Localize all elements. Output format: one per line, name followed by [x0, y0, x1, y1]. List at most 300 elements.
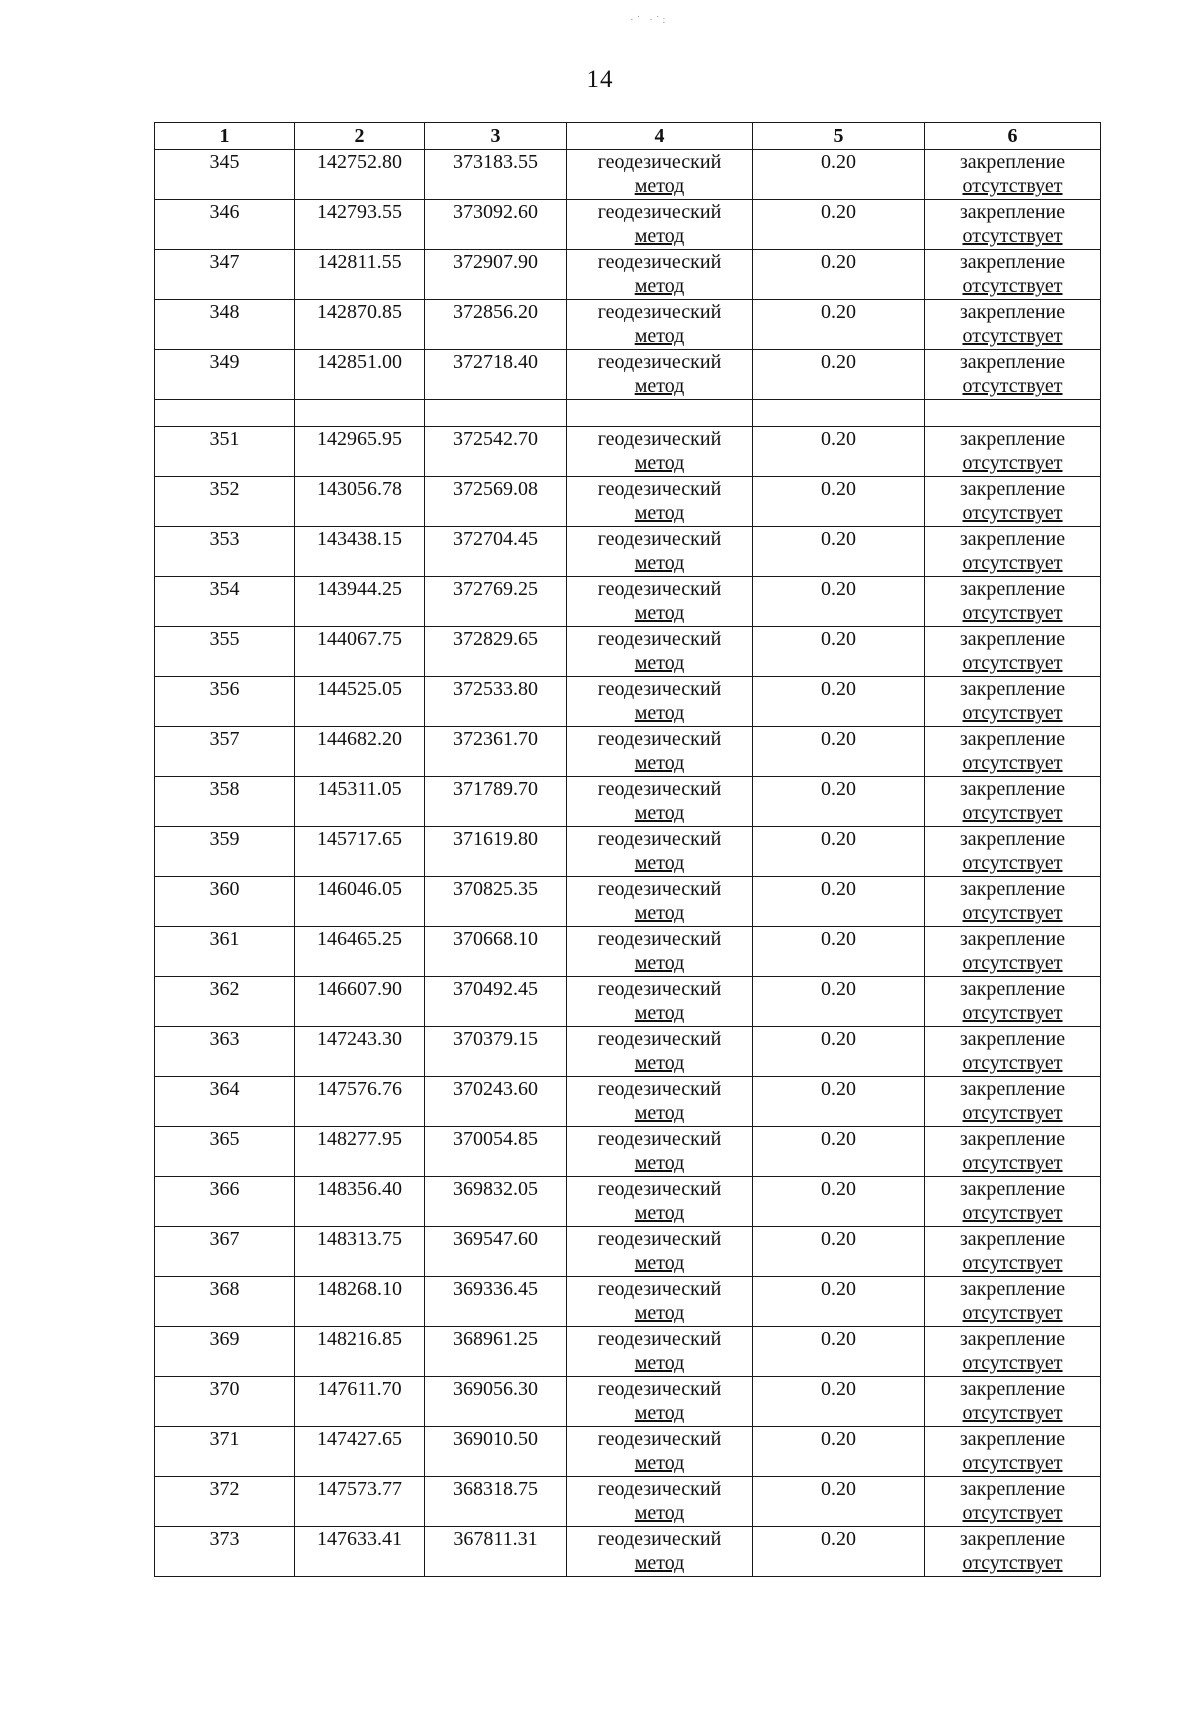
column-header: 5	[753, 123, 925, 150]
accuracy-cell: 0.20	[753, 350, 925, 400]
coordinate-x-cell: 143944.25	[295, 577, 425, 627]
accuracy-cell: 0.20	[753, 527, 925, 577]
method-cell	[567, 577, 753, 627]
fixing-cell	[925, 150, 1101, 200]
fixing-text-line2: отсутствует	[962, 275, 1063, 297]
coordinate-x-cell: 142793.55	[295, 200, 425, 250]
method-text-line1: геодезический	[597, 628, 722, 650]
method-cell	[567, 927, 753, 977]
point-number-cell: 373	[155, 1527, 295, 1577]
method-cell	[567, 1327, 753, 1377]
table-row	[155, 150, 1101, 200]
fixing-cell	[925, 427, 1101, 477]
method-text-line1: геодезический	[597, 1378, 722, 1400]
method-text-line2: метод	[634, 1252, 685, 1274]
method-text-line2: метод	[634, 275, 685, 297]
accuracy-cell: 0.20	[753, 577, 925, 627]
table-row	[155, 727, 1101, 777]
method-text-line2: метод	[634, 1102, 685, 1124]
fixing-text-line2: отсутствует	[962, 1402, 1063, 1424]
coordinate-y-cell: 370825.35	[425, 877, 567, 927]
fixing-text-line1: закрепление	[959, 728, 1066, 750]
method-cell	[567, 527, 753, 577]
method-text-line2: метод	[634, 1452, 685, 1474]
fixing-text-line2: отсутствует	[962, 702, 1063, 724]
accuracy-cell: 0.20	[753, 677, 925, 727]
coordinate-x-cell: 145717.65	[295, 827, 425, 877]
method-text-line2: метод	[634, 325, 685, 347]
accuracy-cell: 0.20	[753, 427, 925, 477]
fixing-text-line2: отсутствует	[962, 852, 1063, 874]
fixing-text-line1: закрепление	[959, 151, 1066, 173]
method-text-line1: геодезический	[597, 528, 722, 550]
table-row	[155, 400, 1101, 427]
method-cell	[567, 1427, 753, 1477]
method-cell	[567, 300, 753, 350]
accuracy-cell: 0.20	[753, 300, 925, 350]
method-text-line2: метод	[634, 1152, 685, 1174]
coordinate-x-cell: 142752.80	[295, 150, 425, 200]
method-cell	[567, 677, 753, 727]
fixing-text-line2: отсутствует	[962, 952, 1063, 974]
method-text-line1: геодезический	[597, 1528, 722, 1550]
column-header: 6	[925, 123, 1101, 150]
point-number-cell: 372	[155, 1477, 295, 1527]
coordinate-x-cell: 147243.30	[295, 1027, 425, 1077]
coordinate-x-cell: 148216.85	[295, 1327, 425, 1377]
fixing-text-line1: закрепление	[959, 928, 1066, 950]
point-number-cell: 351	[155, 427, 295, 477]
fixing-cell	[925, 827, 1101, 877]
fixing-text-line1: закрепление	[959, 1078, 1066, 1100]
fixing-text-line1: закрепление	[959, 778, 1066, 800]
fixing-text-line2: отсутствует	[962, 1452, 1063, 1474]
coordinate-x-cell: 145311.05	[295, 777, 425, 827]
coordinate-y-cell: 373183.55	[425, 150, 567, 200]
fixing-text-line1: закрепление	[959, 301, 1066, 323]
point-number-cell: 361	[155, 927, 295, 977]
coordinate-x-cell: 148356.40	[295, 1177, 425, 1227]
table-row	[155, 427, 1101, 477]
table-row	[155, 927, 1101, 977]
table-row	[155, 527, 1101, 577]
fixing-cell	[925, 777, 1101, 827]
accuracy-cell: 0.20	[753, 1227, 925, 1277]
coordinate-y-cell: 372533.80	[425, 677, 567, 727]
fixing-text-line2: отсутствует	[962, 225, 1063, 247]
method-text-line2: метод	[634, 602, 685, 624]
fixing-text-line1: закрепление	[959, 878, 1066, 900]
coordinate-x-cell: 147427.65	[295, 1427, 425, 1477]
point-number-cell: 356	[155, 677, 295, 727]
coordinate-x-cell: 147576.76	[295, 1077, 425, 1127]
method-cell	[567, 1227, 753, 1277]
method-text-line1: геодезический	[597, 478, 722, 500]
table-row	[155, 827, 1101, 877]
fixing-cell	[925, 977, 1101, 1027]
table-row	[155, 1177, 1101, 1227]
fixing-text-line1: закрепление	[959, 1328, 1066, 1350]
table-row	[155, 477, 1101, 527]
fixing-text-line1: закрепление	[959, 1478, 1066, 1500]
fixing-text-line2: отсутствует	[962, 175, 1063, 197]
coordinate-y-cell: 369336.45	[425, 1277, 567, 1327]
method-text-line1: геодезический	[597, 201, 722, 223]
method-cell	[567, 400, 753, 427]
fixing-cell	[925, 1027, 1101, 1077]
point-number-cell: 371	[155, 1427, 295, 1477]
fixing-text-line2: отсутствует	[962, 1302, 1063, 1324]
coordinate-y-cell: 372769.25	[425, 577, 567, 627]
method-text-line1: геодезический	[597, 1028, 722, 1050]
accuracy-cell	[753, 400, 925, 427]
coordinate-y-cell: 367811.31	[425, 1527, 567, 1577]
table-row	[155, 1277, 1101, 1327]
method-text-line2: метод	[634, 375, 685, 397]
accuracy-cell: 0.20	[753, 1077, 925, 1127]
table-body	[155, 150, 1101, 1577]
method-cell	[567, 1527, 753, 1577]
fixing-cell	[925, 1477, 1101, 1527]
method-text-line1: геодезический	[597, 878, 722, 900]
fixing-text-line2: отсутствует	[962, 802, 1063, 824]
method-cell	[567, 150, 753, 200]
method-text-line1: геодезический	[597, 828, 722, 850]
accuracy-cell: 0.20	[753, 250, 925, 300]
table-row	[155, 627, 1101, 677]
accuracy-cell: 0.20	[753, 1477, 925, 1527]
method-text-line1: геодезический	[597, 778, 722, 800]
accuracy-cell: 0.20	[753, 1177, 925, 1227]
accuracy-cell: 0.20	[753, 1527, 925, 1577]
point-number-cell: 366	[155, 1177, 295, 1227]
fixing-text-line2: отсутствует	[962, 1202, 1063, 1224]
fixing-text-line1: закрепление	[959, 1178, 1066, 1200]
method-text-line1: геодезический	[597, 1328, 722, 1350]
method-cell	[567, 200, 753, 250]
coordinate-x-cell: 147611.70	[295, 1377, 425, 1427]
coordinate-y-cell: 372829.65	[425, 627, 567, 677]
accuracy-cell: 0.20	[753, 1427, 925, 1477]
fixing-cell	[925, 200, 1101, 250]
scan-noise: ·˙ ·˙:	[630, 14, 669, 26]
method-text-line2: метод	[634, 1002, 685, 1024]
point-number-cell: 368	[155, 1277, 295, 1327]
coordinate-y-cell: 370379.15	[425, 1027, 567, 1077]
point-number-cell: 360	[155, 877, 295, 927]
accuracy-cell: 0.20	[753, 827, 925, 877]
fixing-cell	[925, 350, 1101, 400]
point-number-cell: 359	[155, 827, 295, 877]
method-text-line2: метод	[634, 652, 685, 674]
fixing-text-line1: закрепление	[959, 1128, 1066, 1150]
table-row	[155, 777, 1101, 827]
coordinate-y-cell: 369832.05	[425, 1177, 567, 1227]
coordinate-y-cell: 372856.20	[425, 300, 567, 350]
table-row	[155, 1327, 1101, 1377]
fixing-text-line2: отсутствует	[962, 1552, 1063, 1574]
method-cell	[567, 1277, 753, 1327]
method-text-line2: метод	[634, 1302, 685, 1324]
method-cell	[567, 1077, 753, 1127]
table-row	[155, 877, 1101, 927]
coordinate-y-cell: 370492.45	[425, 977, 567, 1027]
method-cell	[567, 250, 753, 300]
point-number-cell: 357	[155, 727, 295, 777]
fixing-text-line2: отсутствует	[962, 652, 1063, 674]
point-number-cell: 364	[155, 1077, 295, 1127]
method-cell	[567, 977, 753, 1027]
fixing-cell	[925, 577, 1101, 627]
table-row	[155, 1027, 1101, 1077]
point-number-cell	[155, 400, 295, 427]
coordinate-y-cell: 372361.70	[425, 727, 567, 777]
coordinate-y-cell: 372542.70	[425, 427, 567, 477]
coordinate-y-cell: 368318.75	[425, 1477, 567, 1527]
method-text-line1: геодезический	[597, 728, 722, 750]
method-text-line2: метод	[634, 752, 685, 774]
fixing-cell	[925, 250, 1101, 300]
coordinate-x-cell: 147633.41	[295, 1527, 425, 1577]
method-cell	[567, 350, 753, 400]
fixing-text-line2: отсутствует	[962, 452, 1063, 474]
method-cell	[567, 827, 753, 877]
method-cell	[567, 727, 753, 777]
table-row	[155, 1477, 1101, 1527]
point-number-cell: 365	[155, 1127, 295, 1177]
accuracy-cell: 0.20	[753, 1127, 925, 1177]
fixing-text-line2: отсутствует	[962, 602, 1063, 624]
method-text-line2: метод	[634, 1552, 685, 1574]
table-row	[155, 1377, 1101, 1427]
method-text-line2: метод	[634, 502, 685, 524]
fixing-text-line2: отсутствует	[962, 375, 1063, 397]
coordinate-x-cell	[295, 400, 425, 427]
method-text-line1: геодезический	[597, 301, 722, 323]
fixing-cell	[925, 400, 1101, 427]
fixing-text-line2: отсутствует	[962, 1052, 1063, 1074]
table-row	[155, 300, 1101, 350]
method-text-line2: метод	[634, 902, 685, 924]
accuracy-cell: 0.20	[753, 1277, 925, 1327]
fixing-text-line2: отсутствует	[962, 1352, 1063, 1374]
table-header-row	[155, 123, 1101, 150]
fixing-text-line2: отсутствует	[962, 1102, 1063, 1124]
coordinate-y-cell: 371619.80	[425, 827, 567, 877]
point-number-cell: 349	[155, 350, 295, 400]
accuracy-cell: 0.20	[753, 1377, 925, 1427]
method-text-line2: метод	[634, 452, 685, 474]
accuracy-cell: 0.20	[753, 777, 925, 827]
coordinate-y-cell: 372718.40	[425, 350, 567, 400]
accuracy-cell: 0.20	[753, 200, 925, 250]
point-number-cell: 345	[155, 150, 295, 200]
coordinate-x-cell: 148277.95	[295, 1127, 425, 1177]
method-text-line1: геодезический	[597, 578, 722, 600]
table-row	[155, 350, 1101, 400]
coordinate-x-cell: 146046.05	[295, 877, 425, 927]
table-row	[155, 1227, 1101, 1277]
column-header: 3	[425, 123, 567, 150]
coordinate-y-cell: 372569.08	[425, 477, 567, 527]
accuracy-cell: 0.20	[753, 477, 925, 527]
point-number-cell: 354	[155, 577, 295, 627]
method-text-line2: метод	[634, 175, 685, 197]
table-row	[155, 1127, 1101, 1177]
fixing-text-line2: отсутствует	[962, 752, 1063, 774]
table-row	[155, 1427, 1101, 1477]
method-text-line2: метод	[634, 1502, 685, 1524]
method-text-line2: метод	[634, 1052, 685, 1074]
method-text-line1: геодезический	[597, 928, 722, 950]
table-row	[155, 1077, 1101, 1127]
fixing-text-line1: закрепление	[959, 1528, 1066, 1550]
method-text-line1: геодезический	[597, 251, 722, 273]
coordinate-y-cell: 372704.45	[425, 527, 567, 577]
coordinate-y-cell: 370054.85	[425, 1127, 567, 1177]
fixing-text-line2: отсутствует	[962, 325, 1063, 347]
method-text-line1: геодезический	[597, 1178, 722, 1200]
fixing-cell	[925, 1227, 1101, 1277]
fixing-text-line1: закрепление	[959, 528, 1066, 550]
coordinate-x-cell: 143438.15	[295, 527, 425, 577]
method-text-line1: геодезический	[597, 151, 722, 173]
fixing-cell	[925, 627, 1101, 677]
method-text-line1: геодезический	[597, 1128, 722, 1150]
method-text-line2: метод	[634, 552, 685, 574]
point-number-cell: 358	[155, 777, 295, 827]
point-number-cell: 369	[155, 1327, 295, 1377]
method-text-line2: метод	[634, 952, 685, 974]
fixing-text-line1: закрепление	[959, 1278, 1066, 1300]
method-cell	[567, 1377, 753, 1427]
fixing-cell	[925, 1427, 1101, 1477]
fixing-cell	[925, 1077, 1101, 1127]
accuracy-cell: 0.20	[753, 927, 925, 977]
fixing-text-line1: закрепление	[959, 478, 1066, 500]
fixing-cell	[925, 1127, 1101, 1177]
table-row	[155, 577, 1101, 627]
coordinate-x-cell: 146607.90	[295, 977, 425, 1027]
coordinate-x-cell: 142965.95	[295, 427, 425, 477]
coordinate-x-cell: 148268.10	[295, 1277, 425, 1327]
method-cell	[567, 627, 753, 677]
table-row	[155, 1527, 1101, 1577]
method-cell	[567, 477, 753, 527]
method-cell	[567, 877, 753, 927]
method-cell	[567, 1027, 753, 1077]
method-text-line2: метод	[634, 1352, 685, 1374]
table-row	[155, 200, 1101, 250]
point-number-cell: 348	[155, 300, 295, 350]
fixing-cell	[925, 877, 1101, 927]
fixing-cell	[925, 1177, 1101, 1227]
coordinates-table	[154, 122, 1101, 1577]
coordinate-x-cell: 142870.85	[295, 300, 425, 350]
column-header: 1	[155, 123, 295, 150]
method-text-line1: геодезический	[597, 351, 722, 373]
fixing-text-line2: отсутствует	[962, 502, 1063, 524]
point-number-cell: 347	[155, 250, 295, 300]
fixing-text-line1: закрепление	[959, 978, 1066, 1000]
coordinate-x-cell: 142851.00	[295, 350, 425, 400]
accuracy-cell: 0.20	[753, 727, 925, 777]
column-header: 4	[567, 123, 753, 150]
method-text-line1: геодезический	[597, 1228, 722, 1250]
coordinate-y-cell: 369056.30	[425, 1377, 567, 1427]
method-text-line1: геодезический	[597, 978, 722, 1000]
method-text-line2: метод	[634, 852, 685, 874]
fixing-cell	[925, 1527, 1101, 1577]
method-text-line1: геодезический	[597, 1478, 722, 1500]
fixing-text-line2: отсутствует	[962, 1152, 1063, 1174]
table-row	[155, 250, 1101, 300]
point-number-cell: 352	[155, 477, 295, 527]
coordinate-x-cell: 146465.25	[295, 927, 425, 977]
coordinate-y-cell: 370668.10	[425, 927, 567, 977]
fixing-cell	[925, 677, 1101, 727]
method-cell	[567, 427, 753, 477]
fixing-text-line1: закрепление	[959, 201, 1066, 223]
accuracy-cell: 0.20	[753, 977, 925, 1027]
method-text-line1: геодезический	[597, 1278, 722, 1300]
fixing-cell	[925, 1327, 1101, 1377]
fixing-text-line2: отсутствует	[962, 1502, 1063, 1524]
column-header: 2	[295, 123, 425, 150]
point-number-cell: 367	[155, 1227, 295, 1277]
method-text-line1: геодезический	[597, 428, 722, 450]
method-cell	[567, 777, 753, 827]
coordinate-y-cell: 371789.70	[425, 777, 567, 827]
fixing-cell	[925, 300, 1101, 350]
method-text-line2: метод	[634, 802, 685, 824]
fixing-text-line1: закрепление	[959, 1378, 1066, 1400]
fixing-text-line1: закрепление	[959, 351, 1066, 373]
coordinate-x-cell: 148313.75	[295, 1227, 425, 1277]
fixing-text-line1: закрепление	[959, 428, 1066, 450]
method-cell	[567, 1127, 753, 1177]
fixing-text-line1: закрепление	[959, 1428, 1066, 1450]
fixing-text-line1: закрепление	[959, 628, 1066, 650]
fixing-text-line1: закрепление	[959, 578, 1066, 600]
method-text-line1: геодезический	[597, 678, 722, 700]
point-number-cell: 363	[155, 1027, 295, 1077]
coordinate-x-cell: 142811.55	[295, 250, 425, 300]
coordinate-y-cell: 369010.50	[425, 1427, 567, 1477]
table-row	[155, 977, 1101, 1027]
page-number: 14	[586, 66, 614, 93]
method-text-line1: геодезический	[597, 1428, 722, 1450]
coordinate-y-cell	[425, 400, 567, 427]
fixing-text-line2: отсутствует	[962, 1002, 1063, 1024]
fixing-text-line2: отсутствует	[962, 902, 1063, 924]
fixing-text-line1: закрепление	[959, 828, 1066, 850]
fixing-text-line1: закрепление	[959, 1228, 1066, 1250]
accuracy-cell: 0.20	[753, 1327, 925, 1377]
method-cell	[567, 1477, 753, 1527]
method-text-line2: метод	[634, 1402, 685, 1424]
coordinate-x-cell: 147573.77	[295, 1477, 425, 1527]
fixing-cell	[925, 1377, 1101, 1427]
fixing-text-line1: закрепление	[959, 1028, 1066, 1050]
point-number-cell: 346	[155, 200, 295, 250]
coordinate-x-cell: 143056.78	[295, 477, 425, 527]
fixing-text-line1: закрепление	[959, 251, 1066, 273]
accuracy-cell: 0.20	[753, 1027, 925, 1077]
method-cell	[567, 1177, 753, 1227]
fixing-cell	[925, 477, 1101, 527]
coordinate-y-cell: 373092.60	[425, 200, 567, 250]
